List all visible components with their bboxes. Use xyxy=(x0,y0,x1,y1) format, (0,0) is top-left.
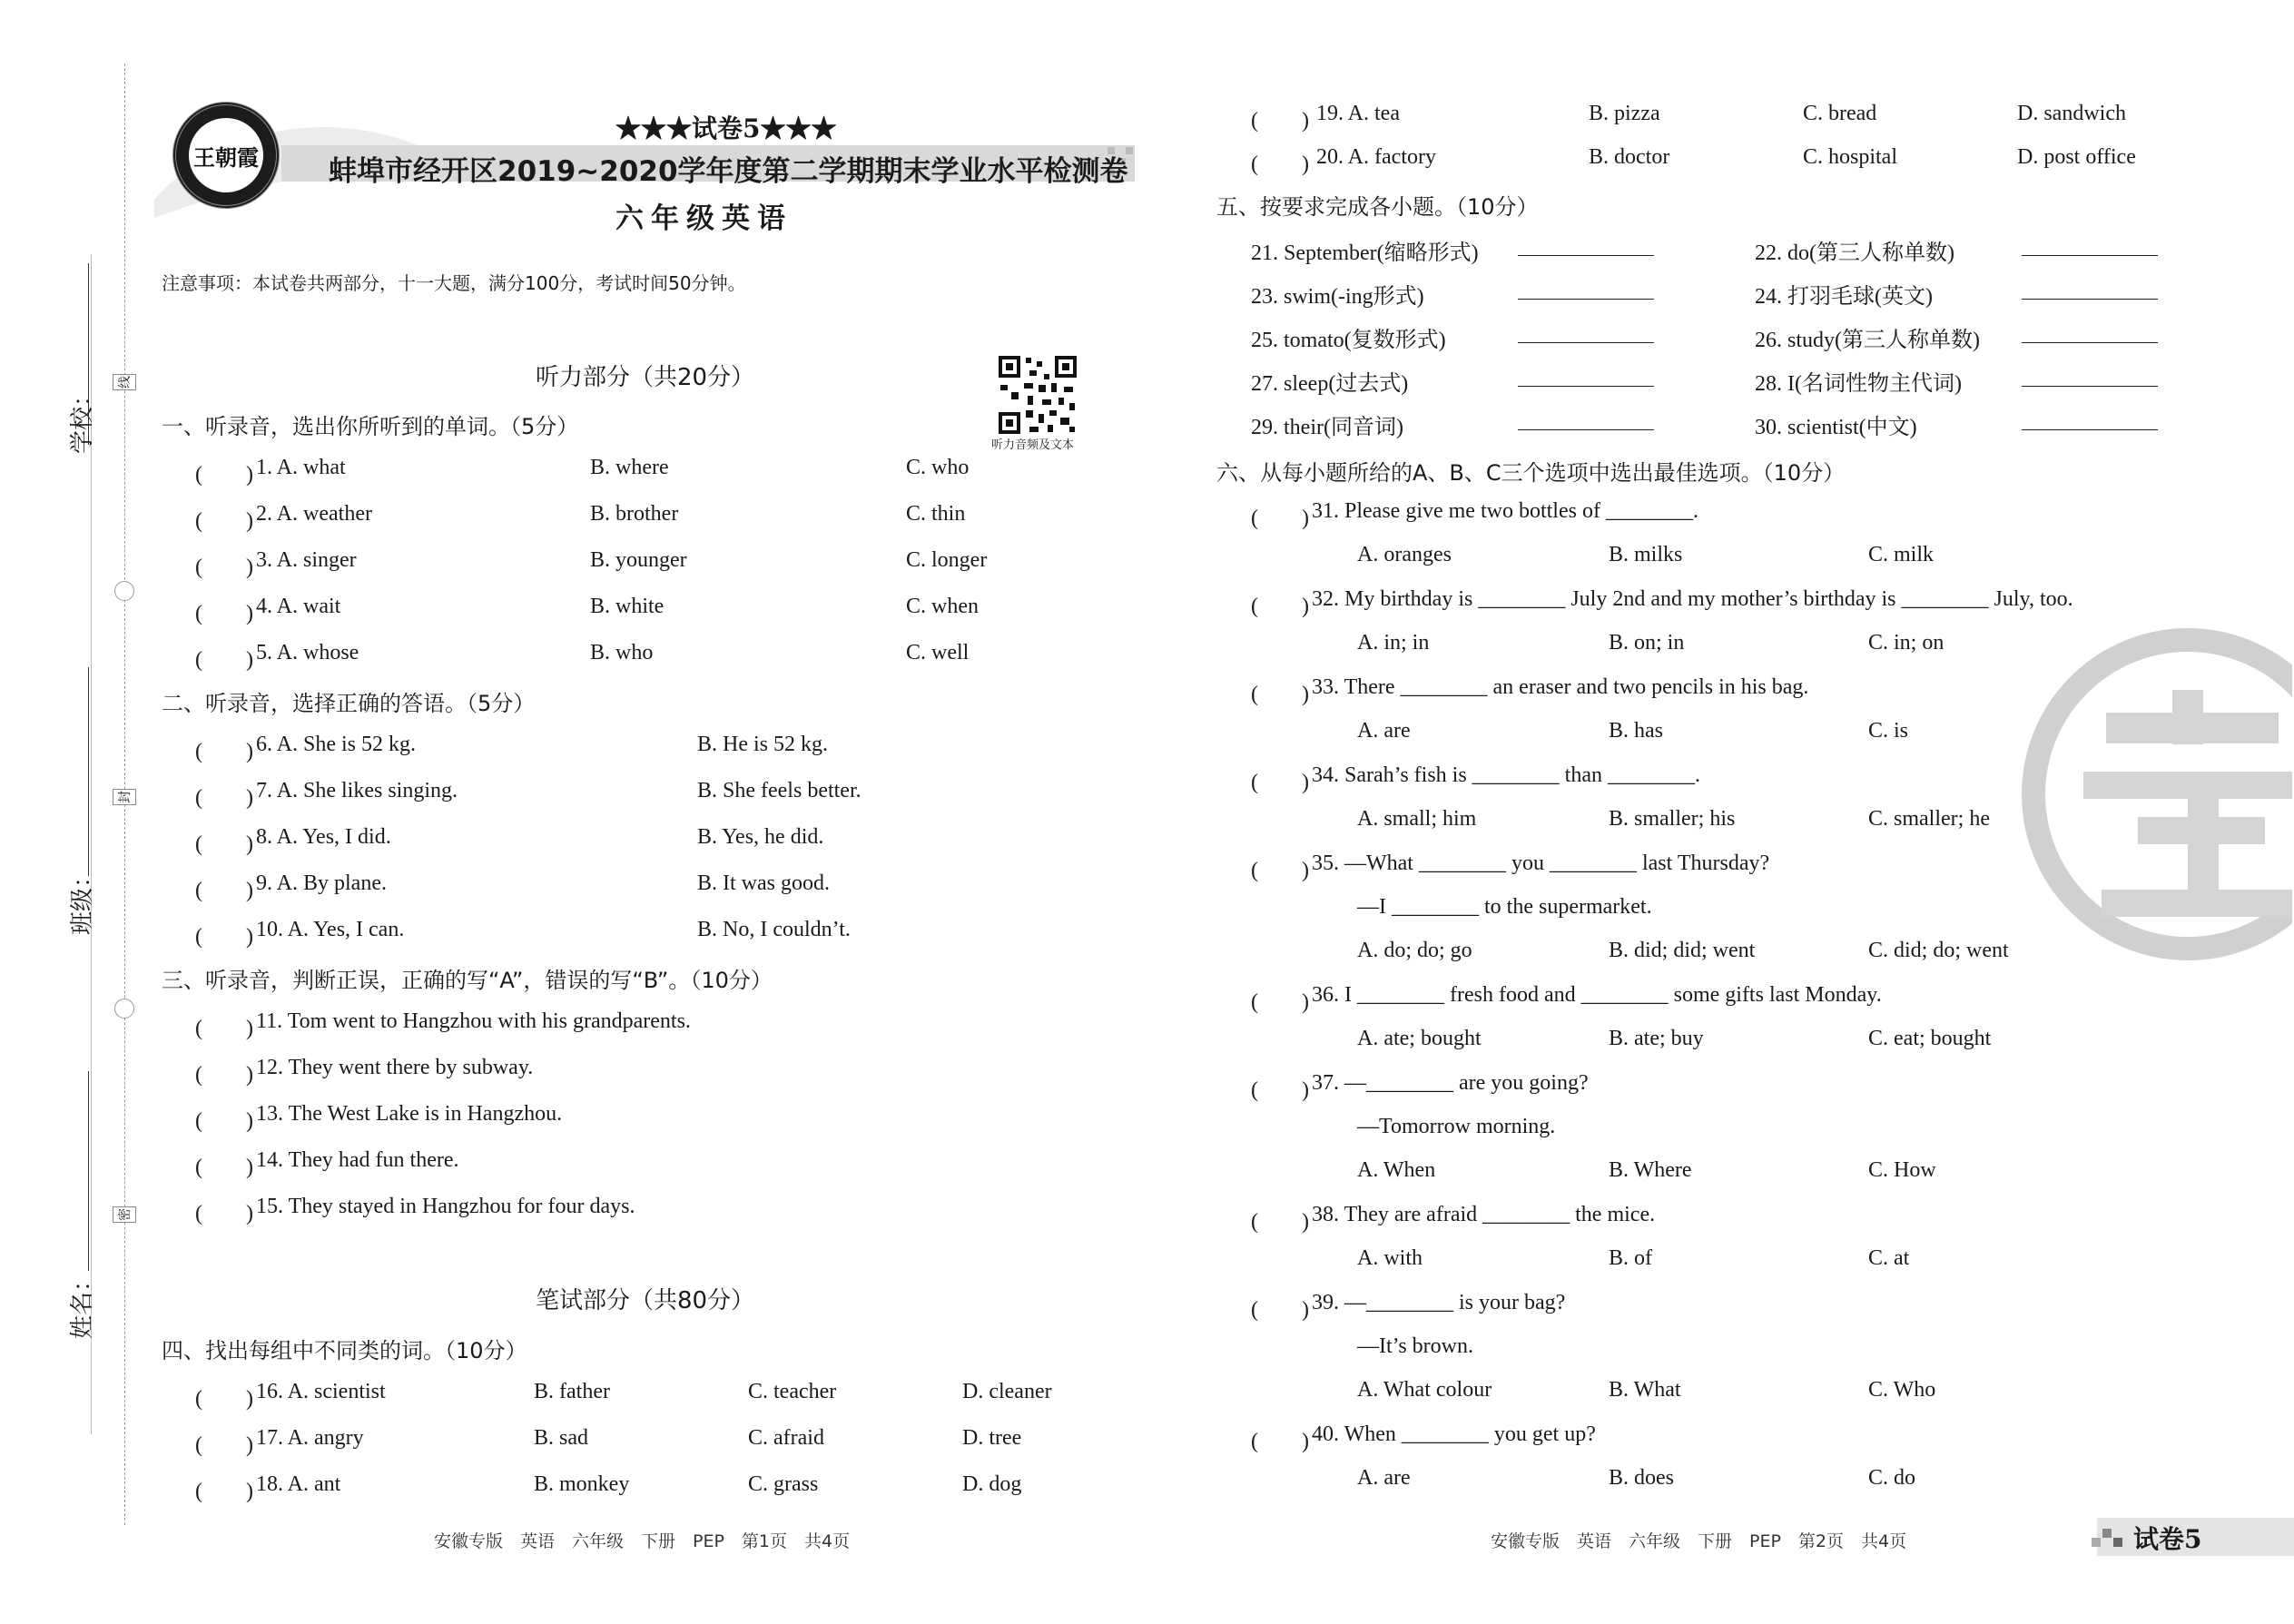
answer-bracket[interactable]: ( ) xyxy=(1251,1298,1309,1322)
q8-option-a: 8. A. Yes, I did. xyxy=(256,825,391,849)
q22-prompt: 22. do(第三人称单数) xyxy=(1755,241,1954,265)
seal-mark-mi: 密 xyxy=(113,1206,136,1223)
q4-option-c: C. when xyxy=(906,595,979,618)
answer-bracket[interactable]: ( ) xyxy=(195,509,253,533)
q10-option-a: 10. A. Yes, I can. xyxy=(256,918,405,941)
q22-answer-input[interactable] xyxy=(2022,238,2158,260)
q5-option-a: 5. A. whose xyxy=(256,641,359,664)
q14-statement: 14. They had fun there. xyxy=(256,1148,459,1172)
q7-option-a: 7. A. She likes singing. xyxy=(256,779,458,802)
q36-option-b: B. ate; buy xyxy=(1609,1027,1704,1050)
answer-bracket[interactable]: ( ) xyxy=(195,602,253,625)
q26-answer-input[interactable] xyxy=(2022,325,2158,347)
q26-prompt: 26. study(第三人称单数) xyxy=(1755,329,1980,352)
answer-bracket[interactable]: ( ) xyxy=(195,879,253,902)
q32-option-b: B. on; in xyxy=(1609,631,1685,655)
answer-bracket[interactable]: ( ) xyxy=(195,786,253,810)
q2-option-b: B. brother xyxy=(590,502,679,526)
q33-option-b: B. has xyxy=(1609,719,1663,743)
q32-option-c: C. in; on xyxy=(1868,631,1944,655)
exam-title: 蚌埠市经开区2019~2020学年度第二学期期末学业水平检测卷 xyxy=(329,155,1128,188)
answer-bracket[interactable]: ( ) xyxy=(1251,1210,1309,1234)
q28-answer-input[interactable] xyxy=(2022,369,2158,390)
q34-option-c: C. smaller; he xyxy=(1868,807,1990,831)
q40-stem: 40. When ________ you get up? xyxy=(1312,1422,1596,1446)
q35-stem-2: —I ________ to the supermarket. xyxy=(1357,895,1652,919)
q20-option-b: B. doctor xyxy=(1589,145,1670,169)
q4-option-a: 4. A. wait xyxy=(256,595,341,618)
q38-option-c: C. at xyxy=(1868,1246,1910,1270)
q30-answer-input[interactable] xyxy=(2022,412,2158,434)
q35-stem: 35. —What ________ you ________ last Thursday? xyxy=(1312,851,1770,875)
name-label: 姓名： xyxy=(69,1267,96,1339)
q17-option-c: C. afraid xyxy=(748,1426,824,1450)
q4-option-b: B. white xyxy=(590,595,665,618)
footer-right: 安徽专版 英语 六年级 下册 PEP 第2页 共4页 xyxy=(1491,1531,1907,1551)
q27-prompt: 27. sleep(过去式) xyxy=(1251,372,1409,396)
footer-left: 安徽专版 英语 六年级 下册 PEP 第1页 共4页 xyxy=(434,1531,851,1551)
q21-prompt: 21. September(缩略形式) xyxy=(1251,241,1479,265)
q33-option-a: A. are xyxy=(1357,719,1411,743)
q3-option-c: C. longer xyxy=(906,548,988,572)
q13-statement: 13. The West Lake is in Hangzhou. xyxy=(256,1102,563,1126)
q34-option-b: B. smaller; his xyxy=(1609,807,1736,831)
q30-prompt: 30. scientist(中文) xyxy=(1755,416,1917,439)
answer-bracket[interactable]: ( ) xyxy=(195,463,253,487)
answer-bracket[interactable]: ( ) xyxy=(195,1387,253,1411)
q37-stem-2: —Tomorrow morning. xyxy=(1357,1115,1556,1138)
q40-option-b: B. does xyxy=(1609,1466,1674,1490)
q6-option-a: 6. A. She is 52 kg. xyxy=(256,733,417,756)
q18-option-b: B. monkey xyxy=(534,1472,630,1496)
answer-bracket[interactable]: ( ) xyxy=(195,1109,253,1133)
q36-option-c: C. eat; bought xyxy=(1868,1027,1992,1050)
school-label: 学校： xyxy=(69,382,96,454)
q31-option-a: A. oranges xyxy=(1357,543,1452,566)
q37-stem: 37. —________ are you going? xyxy=(1312,1071,1589,1095)
q37-option-b: B. Where xyxy=(1609,1158,1692,1182)
q16-option-b: B. father xyxy=(534,1380,610,1403)
q39-option-c: C. Who xyxy=(1868,1378,1936,1402)
q6-option-b: B. He is 52 kg. xyxy=(697,733,828,756)
q29-answer-input[interactable] xyxy=(1518,412,1654,434)
q36-option-a: A. ate; bought xyxy=(1357,1027,1482,1050)
answer-bracket[interactable]: ( ) xyxy=(195,1433,253,1457)
answer-bracket[interactable]: ( ) xyxy=(195,556,253,579)
q25-prompt: 25. tomato(复数形式) xyxy=(1251,329,1446,352)
seal-mark-line: 线 xyxy=(113,374,136,390)
listening-title: 听力部分（共20分） xyxy=(536,364,755,391)
q25-answer-input[interactable] xyxy=(1518,325,1654,347)
q1-option-a: 1. A. what xyxy=(256,456,346,479)
q38-option-b: B. of xyxy=(1609,1246,1652,1270)
q19-option-d: D. sandwich xyxy=(2017,102,2126,125)
qr-caption: 听力音频及文本 xyxy=(991,438,1075,452)
section-5-title: 五、按要求完成各小题。（10分） xyxy=(1216,194,1539,220)
q31-option-c: C. milk xyxy=(1868,543,1935,566)
answer-bracket[interactable]: ( ) xyxy=(195,1156,253,1179)
brand-logo-icon xyxy=(172,102,280,209)
answer-bracket[interactable]: ( ) xyxy=(1251,109,1309,133)
answer-bracket[interactable]: ( ) xyxy=(1251,859,1309,882)
q17-option-a: 17. A. angry xyxy=(256,1426,364,1450)
q39-option-b: B. What xyxy=(1609,1378,1681,1402)
q27-answer-input[interactable] xyxy=(1518,369,1654,390)
answer-bracket[interactable]: ( ) xyxy=(195,925,253,949)
q3-option-b: B. younger xyxy=(590,548,687,572)
q34-option-a: A. small; him xyxy=(1357,807,1477,831)
q36-stem: 36. I ________ fresh food and ________ some gifts last Monday. xyxy=(1312,983,1882,1007)
answer-bracket[interactable]: ( ) xyxy=(1251,507,1309,530)
answer-bracket[interactable]: ( ) xyxy=(1251,683,1309,706)
footer-paper-tag: 试卷5 xyxy=(2133,1524,2202,1554)
q31-stem: 31. Please give me two bottles of ________. xyxy=(1312,499,1698,523)
binding-hole-icon xyxy=(114,581,134,601)
q37-option-c: C. How xyxy=(1868,1158,1936,1182)
q1-option-b: B. where xyxy=(590,456,669,479)
q20-option-d: D. post office xyxy=(2017,145,2136,169)
q9-option-b: B. It was good. xyxy=(697,871,830,895)
q18-option-a: 18. A. ant xyxy=(256,1472,341,1496)
q3-option-a: 3. A. singer xyxy=(256,548,357,572)
answer-bracket[interactable]: ( ) xyxy=(195,1480,253,1503)
q32-stem: 32. My birthday is ________ July 2nd and my mother’s birthday is ________ July, too. xyxy=(1312,587,2073,611)
school-field[interactable] xyxy=(88,263,89,445)
q19-option-b: B. pizza xyxy=(1589,102,1660,125)
brand-logo-text: 王朝霞 xyxy=(193,144,259,171)
q12-statement: 12. They went there by subway. xyxy=(256,1056,534,1079)
q23-prompt: 23. swim(-ing形式) xyxy=(1251,285,1424,309)
answer-bracket[interactable]: ( ) xyxy=(195,1202,253,1225)
answer-bracket[interactable]: ( ) xyxy=(195,1063,253,1087)
answer-bracket[interactable]: ( ) xyxy=(1251,595,1309,618)
q19-option-a: 19. A. tea xyxy=(1316,102,1400,125)
section-1-title: 一、听录音，选出你所听到的单词。（5分） xyxy=(162,414,579,439)
q19-option-c: C. bread xyxy=(1803,102,1877,125)
answer-bracket[interactable]: ( ) xyxy=(1251,1430,1309,1453)
q35-option-c: C. did; do; went xyxy=(1868,939,2009,962)
q29-prompt: 29. their(同音词) xyxy=(1251,416,1403,439)
q38-option-a: A. with xyxy=(1357,1246,1423,1270)
q17-option-d: D. tree xyxy=(962,1426,1022,1450)
q2-option-c: C. thin xyxy=(906,502,966,526)
q20-option-c: C. hospital xyxy=(1803,145,1898,169)
q8-option-b: B. Yes, he did. xyxy=(697,825,824,849)
exam-notice: 注意事项：本试卷共两部分，十一大题，满分100分，考试时间50分钟。 xyxy=(162,272,746,294)
q7-option-b: B. She feels better. xyxy=(697,779,861,802)
answer-bracket[interactable]: ( ) xyxy=(195,832,253,856)
class-label: 班级： xyxy=(69,863,96,935)
answer-bracket[interactable]: ( ) xyxy=(1251,153,1309,176)
q5-option-c: C. well xyxy=(906,641,970,664)
seal-watermark-graphic xyxy=(2020,626,2292,962)
q5-option-b: B. who xyxy=(590,641,654,664)
seal-mark-feng: 封 xyxy=(113,789,136,805)
exam-subject: 六年级英语 xyxy=(615,202,793,235)
answer-bracket[interactable]: ( ) xyxy=(195,1017,253,1040)
answer-bracket[interactable]: ( ) xyxy=(195,648,253,672)
q2-option-a: 2. A. weather xyxy=(256,502,372,526)
section-3-title: 三、听录音，判断正误，正确的写“A”，错误的写“B”。（10分） xyxy=(162,968,773,993)
q38-stem: 38. They are afraid ________ the mice. xyxy=(1312,1203,1656,1226)
section-2-title: 二、听录音，选择正确的答语。（5分） xyxy=(162,691,536,716)
paper-badge: ★★★试卷5★★★ xyxy=(615,113,837,143)
q24-answer-input[interactable] xyxy=(2022,281,2158,303)
qr-code-icon[interactable] xyxy=(997,354,1078,436)
q15-statement: 15. They stayed in Hangzhou for four days. xyxy=(256,1195,635,1218)
q39-stem: 39. —________ is your bag? xyxy=(1312,1291,1566,1314)
q10-option-b: B. No, I couldn’t. xyxy=(697,918,851,941)
q35-option-b: B. did; did; went xyxy=(1609,939,1756,962)
q39-stem-2: —It’s brown. xyxy=(1357,1334,1473,1358)
q34-stem: 34. Sarah’s fish is ________ than ________. xyxy=(1312,763,1700,787)
q16-option-c: C. teacher xyxy=(748,1380,837,1403)
q31-option-b: B. milks xyxy=(1609,543,1683,566)
q32-option-a: A. in; in xyxy=(1357,631,1430,655)
q35-option-a: A. do; do; go xyxy=(1357,939,1472,962)
name-field[interactable] xyxy=(88,1071,89,1271)
q33-option-c: C. is xyxy=(1868,719,1909,743)
class-field[interactable] xyxy=(88,667,89,876)
q1-option-c: C. who xyxy=(906,456,970,479)
q37-option-a: A. When xyxy=(1357,1158,1436,1182)
footer-squares-icon xyxy=(2090,1525,2126,1552)
answer-bracket[interactable]: ( ) xyxy=(1251,1078,1309,1102)
q28-prompt: 28. I(名词性物主代词) xyxy=(1755,372,1962,396)
q11-statement: 11. Tom went to Hangzhou with his grandparents. xyxy=(256,1009,691,1033)
binding-hole-icon xyxy=(114,999,134,1019)
q17-option-b: B. sad xyxy=(534,1426,588,1450)
q23-answer-input[interactable] xyxy=(1518,281,1654,303)
answer-bracket[interactable]: ( ) xyxy=(1251,771,1309,794)
q18-option-d: D. dog xyxy=(962,1472,1022,1496)
q39-option-a: A. What colour xyxy=(1357,1378,1492,1402)
q24-prompt: 24. 打羽毛球(英文) xyxy=(1755,285,1933,309)
section-4-title: 四、找出每组中不同类的词。（10分） xyxy=(162,1338,527,1363)
written-title: 笔试部分（共80分） xyxy=(536,1287,755,1314)
answer-bracket[interactable]: ( ) xyxy=(1251,990,1309,1014)
answer-bracket[interactable]: ( ) xyxy=(195,740,253,763)
q16-option-d: D. cleaner xyxy=(962,1380,1052,1403)
section-6-title: 六、从每小题所给的A、B、C三个选项中选出最佳选项。（10分） xyxy=(1216,460,1846,486)
q9-option-a: 9. A. By plane. xyxy=(256,871,387,895)
q40-option-a: A. are xyxy=(1357,1466,1411,1490)
q33-stem: 33. There ________ an eraser and two pencils in his bag. xyxy=(1312,675,1809,699)
q18-option-c: C. grass xyxy=(748,1472,819,1496)
q21-answer-input[interactable] xyxy=(1518,238,1654,260)
q40-option-c: C. do xyxy=(1868,1466,1916,1490)
q16-option-a: 16. A. scientist xyxy=(256,1380,386,1403)
q20-option-a: 20. A. factory xyxy=(1316,145,1436,169)
